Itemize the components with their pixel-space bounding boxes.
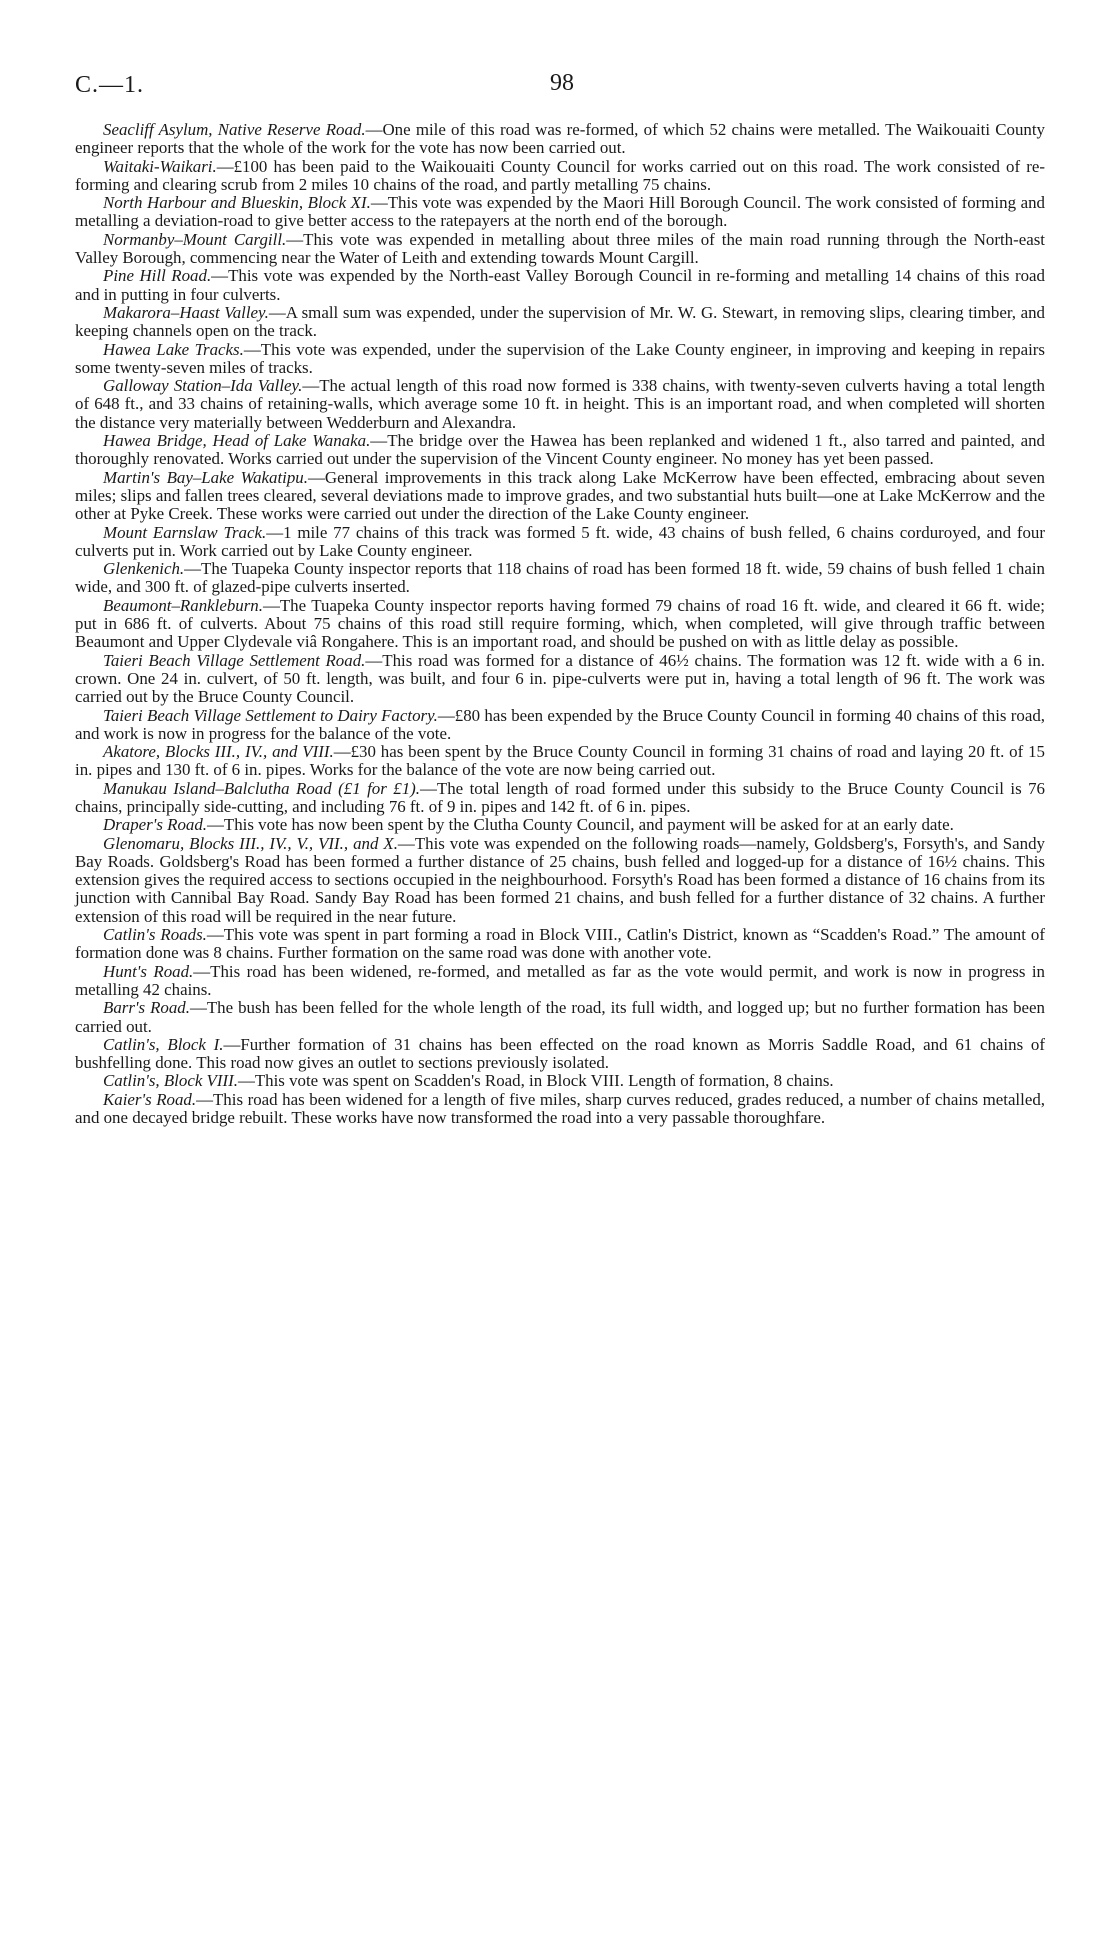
paragraph-title: Hunt's Road. [103,961,194,981]
paragraph-title: Akatore, Blocks III., IV., and VIII. [103,742,334,762]
paragraph-text: —£80 has been expended by the Bruce County Council in forming 40 chains of this road, and work is now in progress for the balance of the vote. [75,705,1045,743]
paragraph-text: —One mile of this road was re-formed, of which 52 chains were metalled. The Waikouaiti County engineer reports that the whole of the work for the vote has now been carried out. [75,120,1045,158]
paragraph [75,707,1045,744]
paragraph [75,304,1045,341]
paragraph-title: Makarora–Haast Valley. [103,302,269,322]
paragraph-title: Glenkenich. [103,559,185,579]
paragraph-title: Mount Earnslaw Track. [103,522,267,542]
paragraph-text: —The Tuapeka County inspector reports having formed 79 chains of road 16 ft. wide, and cleared it 66 ft. wide; put in 686 ft. of culverts. About 75 chains of this road still require forming, which, when completed, will give through traffic between Beaumont and Upper Clydevale viâ Rongahere. This is an important road, and should be pushed on with as little delay as possible. [75,595,1045,652]
paragraph-text: —The bush has been felled for the whole length of the road, its full width, and logged up; but no further formation has been carried out. [75,998,1045,1036]
paragraph-text: —Further formation of 31 chains has been effected on the road known as Morris Saddle Road, and 61 chains of bushfelling done. This road now gives an outlet to sections previously isolated. [75,1034,1045,1073]
paragraph-title: Hawea Lake Tracks. [103,339,244,359]
paragraph [75,377,1045,432]
paragraph-text: —This vote was spent in part forming a road in Block VIII., Catlin's District, known as “Scadden's Road.” The amount of formation done was 8 chains. Further formation on the same road was done with another vote. [75,925,1045,963]
paragraph [75,194,1045,231]
paragraph [75,963,1045,1000]
paragraph-title: Waitaki-Waikari. [103,156,217,176]
paragraph-text: —A small sum was expended, under the supervision of Mr. W. G. Stewart, in removing slips, clearing timber, and keeping channels open on the track. [75,302,1045,341]
paragraph [75,743,1045,780]
paragraph-title: Hawea Bridge, Head of Lake Wanaka. [103,431,371,451]
document-page [75,60,1045,1127]
paragraph-text: —This road has been widened, re-formed, and metalled as far as the vote would permit, and work is now in progress in metalling 42 chains. [75,961,1045,999]
paragraph-text: —The total length of road formed under this subsidy to the Bruce County Council is 76 chains, principally side-cutting, and including 76 ft. of 9 in. pipes and 142 ft. of 6 in. pipes. [75,778,1045,816]
paragraph-title: Catlin's Roads. [103,925,207,945]
paragraph [75,231,1045,268]
paragraph [75,835,1045,926]
paragraph-text: —The Tuapeka County inspector reports that 118 chains of road has been formed 18 ft. wide, 59 chains of bush felled 1 chain wide, and 300 ft. of glazed-pipe culverts inserted. [75,559,1045,597]
paragraph-text: —£30 has been spent by the Bruce County Council in forming 31 chains of road and laying 20 ft. of 15 in. pipes and 130 ft. of 6 in. pipes. Works for the balance of the vote are now being carried out. [75,742,1045,780]
paragraph-text: —This vote was expended by the Maori Hill Borough Council. The work consisted of forming and metalling a deviation-road to give better access to the ratepayers at the north end of the borough. [75,193,1045,231]
paragraph-title: Manukau Island–Balclutha Road (£1 for £1). [103,778,421,798]
paragraph [75,158,1045,195]
paragraph-title: Beaumont–Rankleburn. [103,595,263,615]
paragraph-text: —1 mile 77 chains of this track was formed 5 ft. wide, 43 chains of bush felled, 6 chains corduroyed, and four culverts put in. Work carried out by Lake County engineer. [75,522,1045,560]
paragraph-text: —This vote was spent on Scadden's Road, in Block VIII. Length of formation, 8 chains. [237,1071,834,1091]
paragraph-text: —This road was formed for a distance of 46½ chains. The formation was 12 ft. wide with a 6 in. crown. One 24 in. culvert, of 50 ft. length, was built, and four 6 in. pipe-culverts were put in, having a total length of 96 ft. The work was carried out by the Bruce County Council. [75,650,1045,707]
paragraph-title: Glenomaru, Blocks III., IV., V., VII., and X. [103,833,398,853]
paragraph [75,1072,1045,1090]
paragraph-title: Draper's Road. [103,815,208,835]
paragraph-text: —This road has been widened for a length of five miles, sharp curves reduced, grades reduced, a number of chains metalled, and one decayed bridge rebuilt. These works have now transformed the road into a very passable thoroughfare. [75,1089,1045,1128]
paragraph [75,341,1045,378]
paragraph-title: Barr's Road. [103,998,190,1018]
document-code: C.—1. [75,72,145,98]
paragraph [75,597,1045,652]
paragraph [75,780,1045,817]
paragraph-text: —£100 has been paid to the Waikouaiti County Council for works carried out on this road. The work consisted of re-forming and clearing scrub from 2 miles 10 chains of the road, and partly metalling 75 chains. [75,156,1045,194]
paragraph-text: —The actual length of this road now formed is 338 chains, with twenty-seven culverts having a total length of 648 ft., and 33 chains of retaining-walls, which average some 10 ft. in height. This is an important road, and when completed will shorten the distance very materially between Wedderburn and Alexandra. [75,376,1045,432]
paragraph-title: Galloway Station–Ida Valley. [103,376,303,396]
paragraph-title: Catlin's, Block VIII. [103,1071,238,1091]
paragraph-title: Pine Hill Road. [103,266,212,286]
paragraph-title: Martin's Bay–Lake Wakatipu. [103,467,308,487]
paragraph [75,469,1045,524]
paragraph [75,560,1045,597]
paragraph [75,524,1045,561]
paragraph [75,1091,1045,1128]
paragraph [75,432,1045,469]
paragraph [75,652,1045,707]
paragraph [75,267,1045,304]
paragraph-text: —This vote was expended by the North-east Valley Borough Council in re-forming and metalling 14 chains of this road and in putting in four culverts. [75,266,1045,304]
document-body [75,121,1045,1127]
paragraph-text: —This vote was expended, under the supervision of the Lake County engineer, in improving and keeping in repairs some twenty-seven miles of tracks. [75,339,1045,377]
paragraph [75,926,1045,963]
paragraph-title: North Harbour and Blueskin, Block XI. [103,193,371,213]
paragraph-title: Normanby–Mount Cargill. [103,229,287,249]
paragraph [75,121,1045,158]
paragraph-text: —This vote was expended in metalling about three miles of the main road running through the North-east Valley Borough, commencing near the Water of Leith and extending towards Mount Cargill. [75,229,1045,268]
page-number: 98 [550,70,574,96]
page-header [75,60,1045,104]
paragraph [75,999,1045,1036]
paragraph-title: Taieri Beach Village Settlement to Dairy Factory. [103,705,438,725]
paragraph-title: Taieri Beach Village Settlement Road. [103,650,366,670]
paragraph-text: —This vote has now been spent by the Clutha County Council, and payment will be asked for at an early date. [207,815,954,835]
paragraph-text: —General improvements in this track along Lake McKerrow have been effected, embracing about seven miles; slips and fallen trees cleared, several deviations made to improve grades, and two substantial huts built—one at Lake McKerrow and the other at Pyke Creek. These works were carried out under the direction of the Lake County engineer. [75,467,1045,524]
paragraph-text: —This vote was expended on the following roads—namely, Goldsberg's, Forsyth's, and Sandy Bay Roads. Goldsberg's Road has been formed a further distance of 25 chains, bush felled and logged-up for a distance of 16½ chains. This extension gives the required access to sections occupied in the neighbourhood. Forsyth's Road has been formed a distance of 16 chains from its junction with Cannibal Bay Road. Sandy Bay Road has been formed 21 chains, and bush felled for a further distance of 32 chains. A further extension of this road will be required in the near future. [75,833,1045,926]
paragraph-title: Catlin's, Block I. [103,1034,224,1054]
paragraph [75,816,1045,834]
paragraph [75,1036,1045,1073]
paragraph-title: Seacliff Asylum, Native Reserve Road. [103,120,366,139]
paragraph-text: —The bridge over the Hawea has been replanked and widened 1 ft., also tarred and painted, and thoroughly renovated. Works carried out under the supervision of the Vincent County engineer. No money has yet been passed. [75,431,1045,469]
paragraph-title: Kaier's Road. [103,1089,197,1109]
